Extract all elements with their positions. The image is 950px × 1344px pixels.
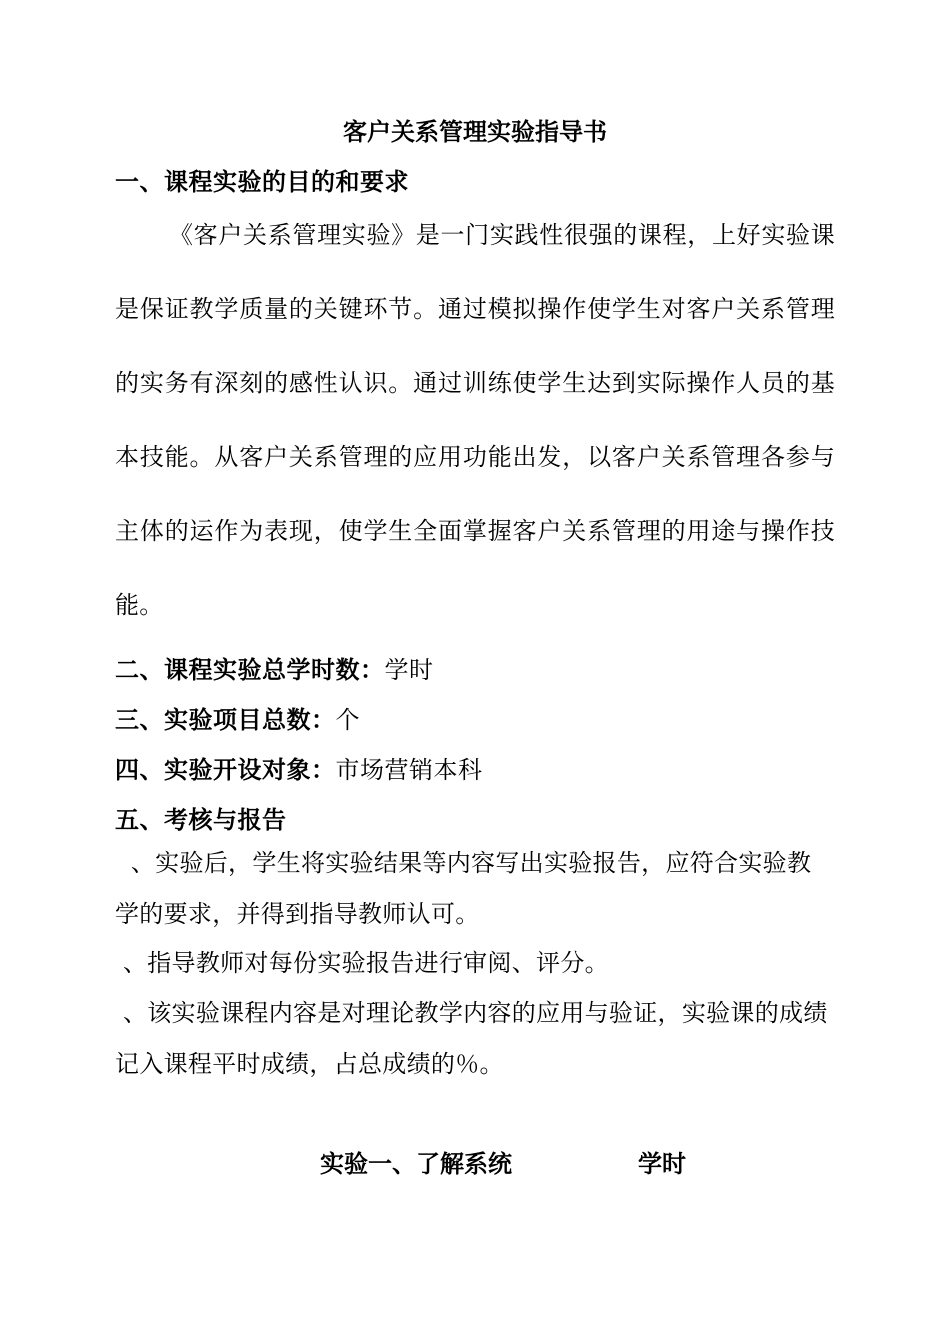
section5-item1: 、实验后，学生将实验结果等内容写出实验报告，应符合实验教学的要求，并得到指导教师认可。 — [115, 849, 812, 928]
section2-line — [115, 650, 434, 685]
section4-heading: 四、实验开设对象： — [115, 756, 336, 784]
experiment1-title: 实验一、了解系统 — [320, 1150, 512, 1178]
section5-item3: 、该实验课程内容是对理论教学内容的应用与验证，实验课的成绩记入课程平时成绩，占总成绩的％。 — [115, 999, 828, 1078]
section5-item2: 、指导教师对每份实验报告进行审阅、评分。 — [115, 949, 609, 977]
section4-value: 市场营销本科 — [335, 756, 483, 784]
section5-heading: 五、考核与报告 — [115, 806, 287, 834]
section1-heading: 一、课程实验的目的和要求 — [115, 168, 409, 196]
section4-line — [115, 750, 483, 785]
section1-paragraph: 《客户关系管理实验》是一门实践性很强的课程，上好实验课是保证教学质量的关键环节。通过模拟操作使学生对客户关系管理的实务有深刻的感性认识。通过训练使学生达到实际操作人员的基本技能。从客户关系管理的应用功能出发，以客户关系管理各参与主体的运作为表现，使学生全面掌握客户关系管理的用途与操作技能。 — [115, 221, 835, 619]
section2-value: 学时 — [384, 656, 434, 684]
section3-value: 个 — [335, 706, 360, 734]
section2-heading: 二、课程实验总学时数： — [115, 656, 385, 684]
section3-line — [115, 700, 360, 735]
document-title: 客户关系管理实验指导书 — [343, 118, 607, 146]
experiment1-hours: 学时 — [638, 1150, 686, 1178]
section3-heading: 三、实验项目总数： — [115, 706, 336, 734]
